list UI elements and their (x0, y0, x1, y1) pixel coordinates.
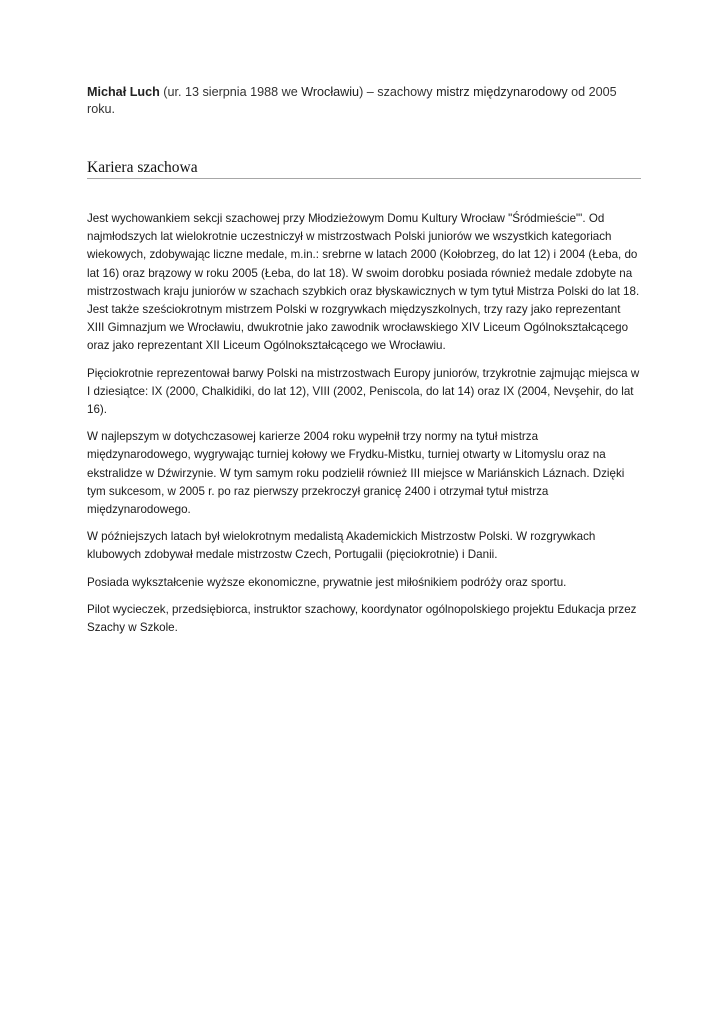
paragraph-4: W późniejszych latach był wielokrotnym medalistą Akademickich Mistrzostw Polski. W rozgrywkach klubowych zdobywał medale mistrzostw Czech, Portugalii (pięciokrotnie) i Danii. (87, 530, 596, 562)
paragraph-3: W najlepszym w dotychczasowej karierze 2004 roku wypełnił trzy normy na tytuł mistrza międzynarodowego, wygrywając turniej kołowy we Frydku-Mistku, turniej otwarty w Litomyslu oraz na ekstralidze w Dźwirzynie. W tym samym roku podzielił również III miejsce w Mariánskich Láznach. Dzięki tym sukcesom, w 2005 r. po raz pierwszy przekroczył granicę 2400 i otrzymał tytuł mistrza międzynarodowego. (87, 430, 625, 517)
lead-dash: – szachowy (363, 85, 437, 99)
section-body (87, 210, 641, 637)
birth-place: Wrocławiu (301, 85, 360, 99)
paragraph-6: Pilot wycieczek, przedsiębiorca, instruktor szachowy, koordynator ogólnopolskiego projektu Edukacja przez Szachy w Szkole. (87, 602, 637, 635)
document-page (87, 84, 641, 646)
birth-info-open: (ur. 13 sierpnia 1988 we (163, 85, 302, 99)
section-heading: Kariera szachowa (87, 158, 641, 179)
lead-paragraph (87, 84, 641, 118)
person-name: Michał Luch (87, 85, 160, 99)
birth-info-close: ) (359, 85, 364, 99)
paragraph-1: Jest wychowankiem sekcji szachowej przy Młodzieżowym Domu Kultury Wrocław "Śródmieście"'. Od najmłodszych lat wielokrotnie uczestniczył w mistrzostwach Polski juniorów we wszystkich kategoriach wiekowych, zdobywając liczne medale, m.in.: srebrne w latach 2000 (Kołobrzeg, do lat 12) i 2004 (Łeba, do lat 16) oraz brązowy w roku 2005 (Łeba, do lat 18). W swoim dorobku posiada również medale zdobyte na mistrzostwach kraju juniorów w szachach szybkich oraz błyskawicznych w tym tytuł Mistrza Polski do lat 18. Jest także sześciokrotnym mistrzem Polski w rozgrywkach międzyszkolnych, trzy razy jako reprezentant XIII Gimnazjum we Wrocławiu, dwukrotnie jako zawodnik wrocławskiego XIV Liceum Ogólnokształcącego oraz jako reprezentant XII Liceum Ogólnokształcącego we Wrocławiu. (87, 212, 640, 353)
chess-title: mistrz międzynarodowy (436, 85, 568, 99)
paragraph-5: Posiada wykształcenie wyższe ekonomiczne, prywatnie jest miłośnikiem podróży oraz sportu. (87, 575, 567, 589)
paragraph-2: Pięciokrotnie reprezentował barwy Polski na mistrzostwach Europy juniorów, trzykrotnie zajmując miejsca w I dziesiątce: IX (2000, Chalkidiki, do lat 12), VIII (2002, Peniscola, do lat 14) oraz IX (2004, Nevşehir, do lat 16). (87, 366, 640, 417)
lead-since: od 2005 roku. (87, 85, 617, 116)
